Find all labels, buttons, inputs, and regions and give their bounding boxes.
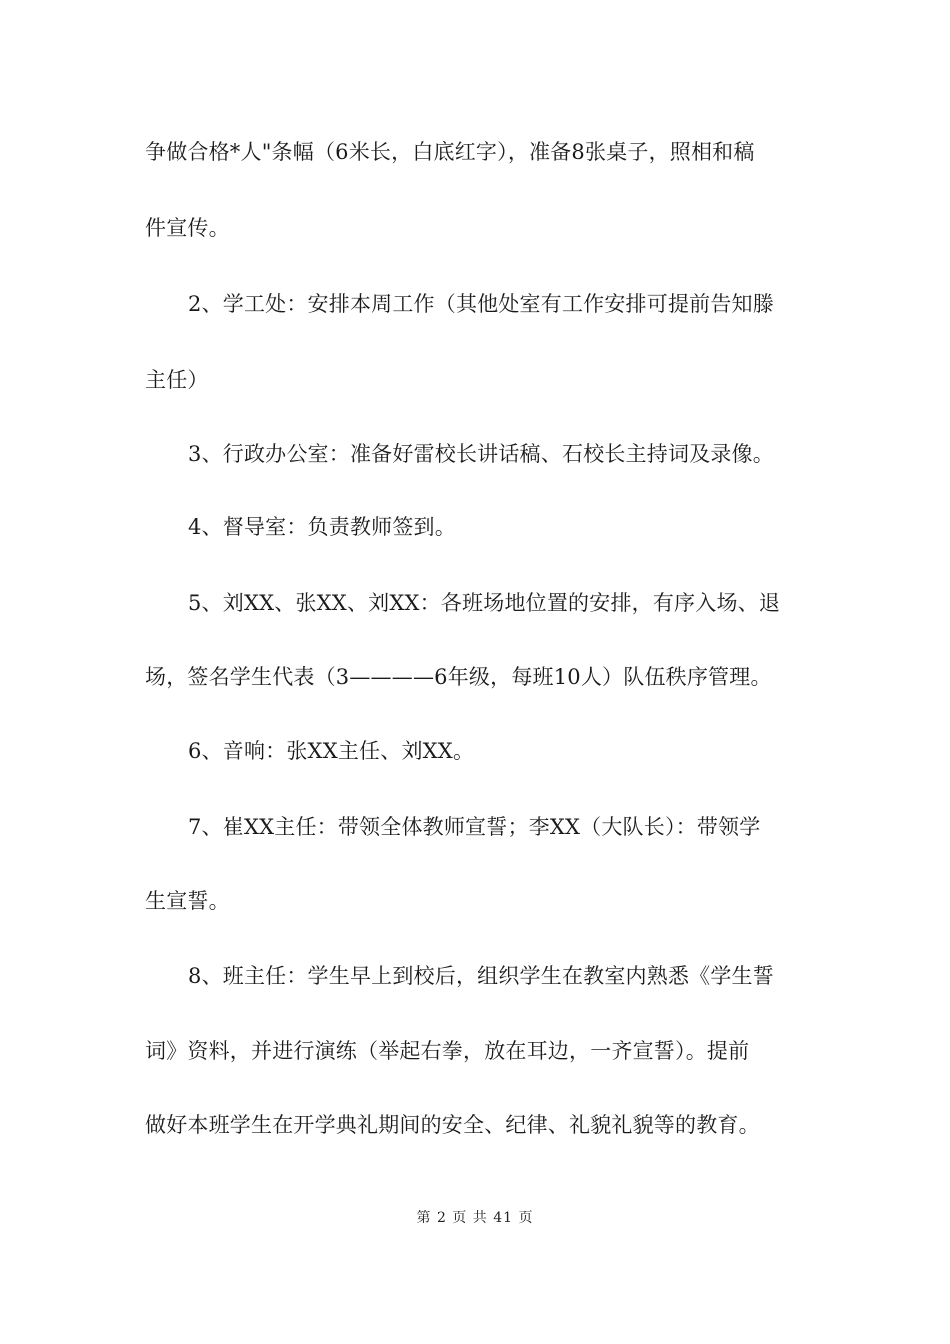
text-line-11: 生宣誓。 [145, 889, 230, 913]
text-line-14: 做好本班学生在开学典礼期间的安全、纪律、礼貌礼貌等的教育。 [145, 1113, 760, 1137]
text-line-8: 场，签名学生代表（3————6年级，每班10人）队伍秩序管理。 [145, 665, 772, 689]
text-line-9: 6、音响：张XX主任、刘XX。 [188, 739, 475, 763]
text-line-5: 3、行政办公室：准备好雷校长讲话稿、石校长主持词及录像。 [188, 442, 774, 466]
text-line-2: 件宣传。 [145, 216, 230, 240]
text-line-7: 5、刘XX、张XX、刘XX：各班场地位置的安排，有序入场、退 [188, 591, 781, 615]
text-line-6: 4、督导室：负责教师签到。 [188, 515, 456, 539]
page-number-footer: 第 2 页 共 41 页 [416, 1210, 534, 1226]
text-line-1: 争做合格*人"条幅（6米长，白底红字），准备8张桌子，照相和稿 [145, 140, 755, 164]
text-line-12: 8、班主任：学生早上到校后，组织学生在教室内熟悉《学生誓 [188, 964, 774, 988]
text-line-10: 7、崔XX主任：带领全体教师宣誓；李XX（大队长）：带领学 [188, 815, 761, 839]
text-line-3: 2、学工处：安排本周工作（其他处室有工作安排可提前告知滕 [188, 292, 774, 316]
text-line-13: 词》资料，并进行演练（举起右拳，放在耳边，一齐宣誓）。提前 [145, 1039, 750, 1063]
text-line-4: 主任） [145, 368, 209, 392]
